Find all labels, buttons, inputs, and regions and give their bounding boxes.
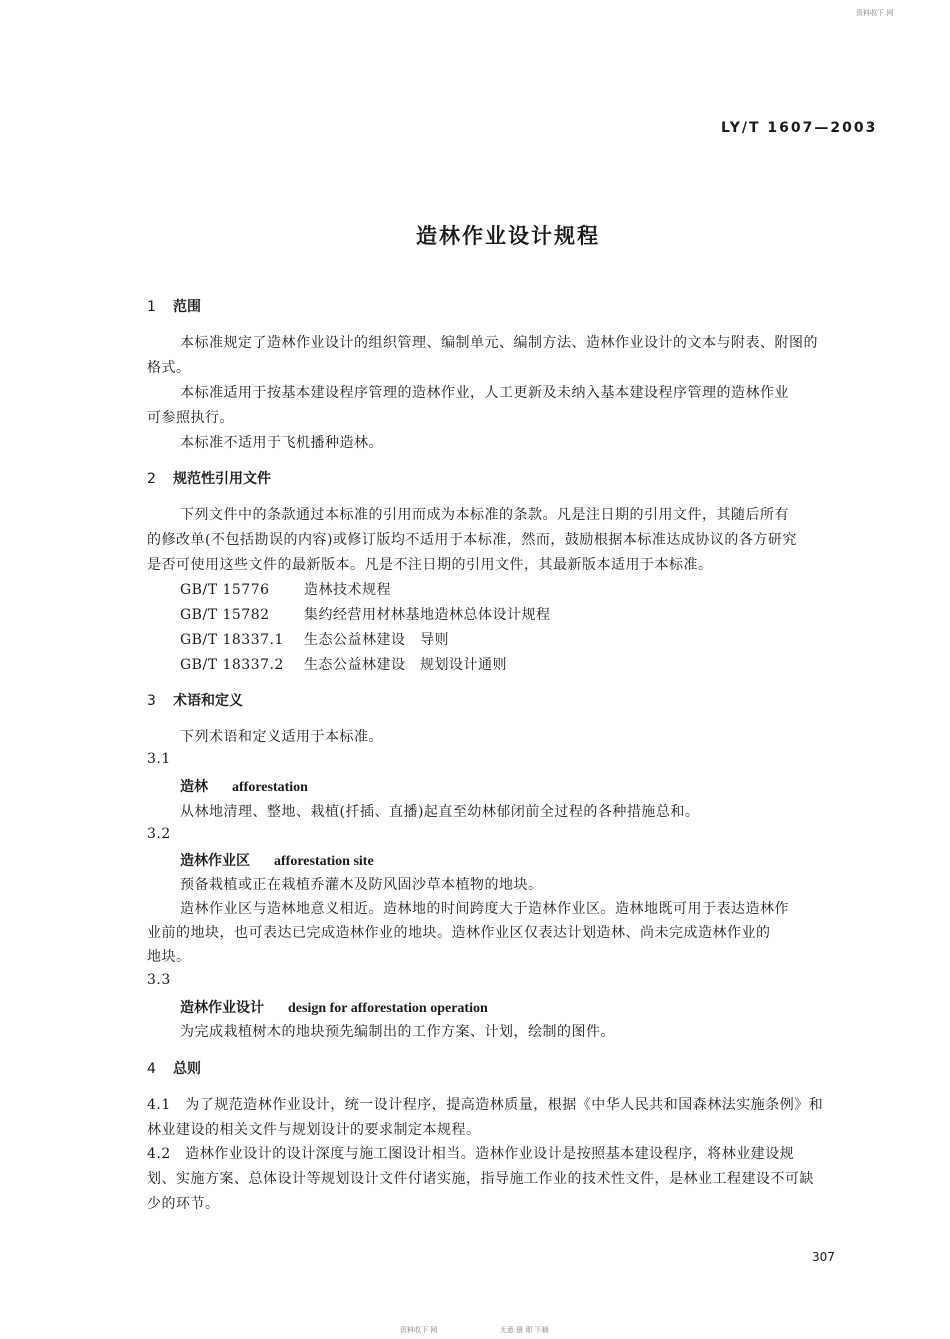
watermark-bottom-left: 资料收下 网 xyxy=(400,1326,438,1334)
section-2-heading xyxy=(147,468,271,488)
clause-line: 4.2 造林作业设计的设计深度与施工图设计相当。造林作业设计是按照基本建设程序，将林业建设规 xyxy=(147,1146,795,1162)
term-chinese: 造林作业区 xyxy=(180,853,250,869)
term-english: design for afforestation operation xyxy=(288,1001,488,1016)
paragraph-line: 地块。 xyxy=(147,949,191,965)
term-heading xyxy=(180,997,488,1017)
paragraph-line: 是否可使用这些文件的最新版本。凡是不注日期的引用文件，其最新版本适用于本标准。 xyxy=(147,557,713,573)
section-title: 总则 xyxy=(173,1061,201,1077)
page-number: 307 xyxy=(812,1250,835,1264)
reference-item xyxy=(180,629,449,649)
watermark-bottom-right: 无意 册 即 下载 xyxy=(500,1326,549,1334)
reference-title: 集约经营用材林基地造林总体设计规程 xyxy=(304,607,551,623)
section-number: 4 xyxy=(147,1061,156,1077)
term-english: afforestation site xyxy=(274,854,374,869)
watermark-top: 资料收下 网 xyxy=(856,9,894,17)
reference-code: GB/T 18337.2 xyxy=(180,657,284,673)
reference-item xyxy=(180,604,551,624)
paragraph-line: 可参照执行。 xyxy=(147,410,234,426)
paragraph-line: 本标准规定了造林作业设计的组织管理、编制单元、编制方法、造林作业设计的文本与附表、附图的 xyxy=(180,335,818,351)
term-chinese: 造林 xyxy=(180,779,208,795)
paragraph-line: 下列文件中的条款通过本标准的引用而成为本标准的条款。凡是注日期的引用文件，其随后所有 xyxy=(180,507,789,523)
section-number: 2 xyxy=(147,471,156,487)
clause-line: 划、实施方案、总体设计等规划设计文件付诸实施，指导施工作业的技术性文件，是林业工程建设不可缺 xyxy=(147,1171,814,1187)
reference-title: 造林技术规程 xyxy=(304,582,391,598)
term-number: 3.2 xyxy=(147,826,171,842)
section-number: 1 xyxy=(147,299,156,315)
term-number: 3.3 xyxy=(147,972,171,988)
term-english: afforestation xyxy=(232,780,308,795)
term-definition: 预备栽植或正在栽植乔灌木及防风固沙草本植物的地块。 xyxy=(180,877,543,893)
section-title: 范围 xyxy=(173,299,201,315)
term-heading xyxy=(180,776,308,796)
paragraph-line: 本标准适用于按基本建设程序管理的造林作业，人工更新及未纳入基本建设程序管理的造林作业 xyxy=(180,385,789,401)
term-chinese: 造林作业设计 xyxy=(180,1000,264,1016)
reference-code: GB/T 15776 xyxy=(180,582,270,598)
paragraph-line: 下列术语和定义适用于本标准。 xyxy=(180,729,383,745)
paragraph-line: 格式。 xyxy=(147,360,191,376)
reference-title: 生态公益林建设 导则 xyxy=(304,632,449,648)
section-1-heading xyxy=(147,296,201,316)
term-heading xyxy=(180,850,374,870)
section-number: 3 xyxy=(147,693,156,709)
paragraph-line: 造林作业区与造林地意义相近。造林地的时间跨度大于造林作业区。造林地既可用于表达造林作 xyxy=(180,901,789,917)
paragraph-line: 本标准不适用于飞机播种造林。 xyxy=(180,435,383,451)
clause-line: 林业建设的相关文件与规划设计的要求制定本规程。 xyxy=(147,1122,481,1138)
reference-code: GB/T 15782 xyxy=(180,607,270,623)
clause-line: 4.1 为了规范造林作业设计，统一设计程序，提高造林质量，根据《中华人民共和国森林法实施条例》和 xyxy=(147,1097,824,1113)
section-title: 规范性引用文件 xyxy=(173,471,271,487)
term-number: 3.1 xyxy=(147,751,171,767)
reference-code: GB/T 18337.1 xyxy=(180,632,284,648)
paragraph-line: 业前的地块，也可表达已完成造林作业的地块。造林作业区仅表达计划造林、尚未完成造林作业的 xyxy=(147,925,771,941)
reference-title: 生态公益林建设 规划设计通则 xyxy=(304,657,507,673)
section-title: 术语和定义 xyxy=(173,693,243,709)
term-definition: 为完成栽植树木的地块预先编制出的工作方案、计划，绘制的图件。 xyxy=(180,1024,615,1040)
section-3-heading xyxy=(147,690,243,710)
paragraph-line: 的修改单(不包括勘误的内容)或修订版均不适用于本标准，然而，鼓励根据本标准达成协议的各方研究 xyxy=(147,532,797,548)
section-4-heading xyxy=(147,1058,201,1078)
reference-item xyxy=(180,579,391,599)
document-title: 造林作业设计规程 xyxy=(416,224,600,248)
term-definition: 从林地清理、整地、栽植(扦插、直播)起直至幼林郁闭前全过程的各种措施总和。 xyxy=(180,804,700,820)
standard-number: LY/T 1607—2003 xyxy=(721,120,878,136)
clause-line: 少的环节。 xyxy=(147,1196,220,1212)
reference-item xyxy=(180,654,507,674)
